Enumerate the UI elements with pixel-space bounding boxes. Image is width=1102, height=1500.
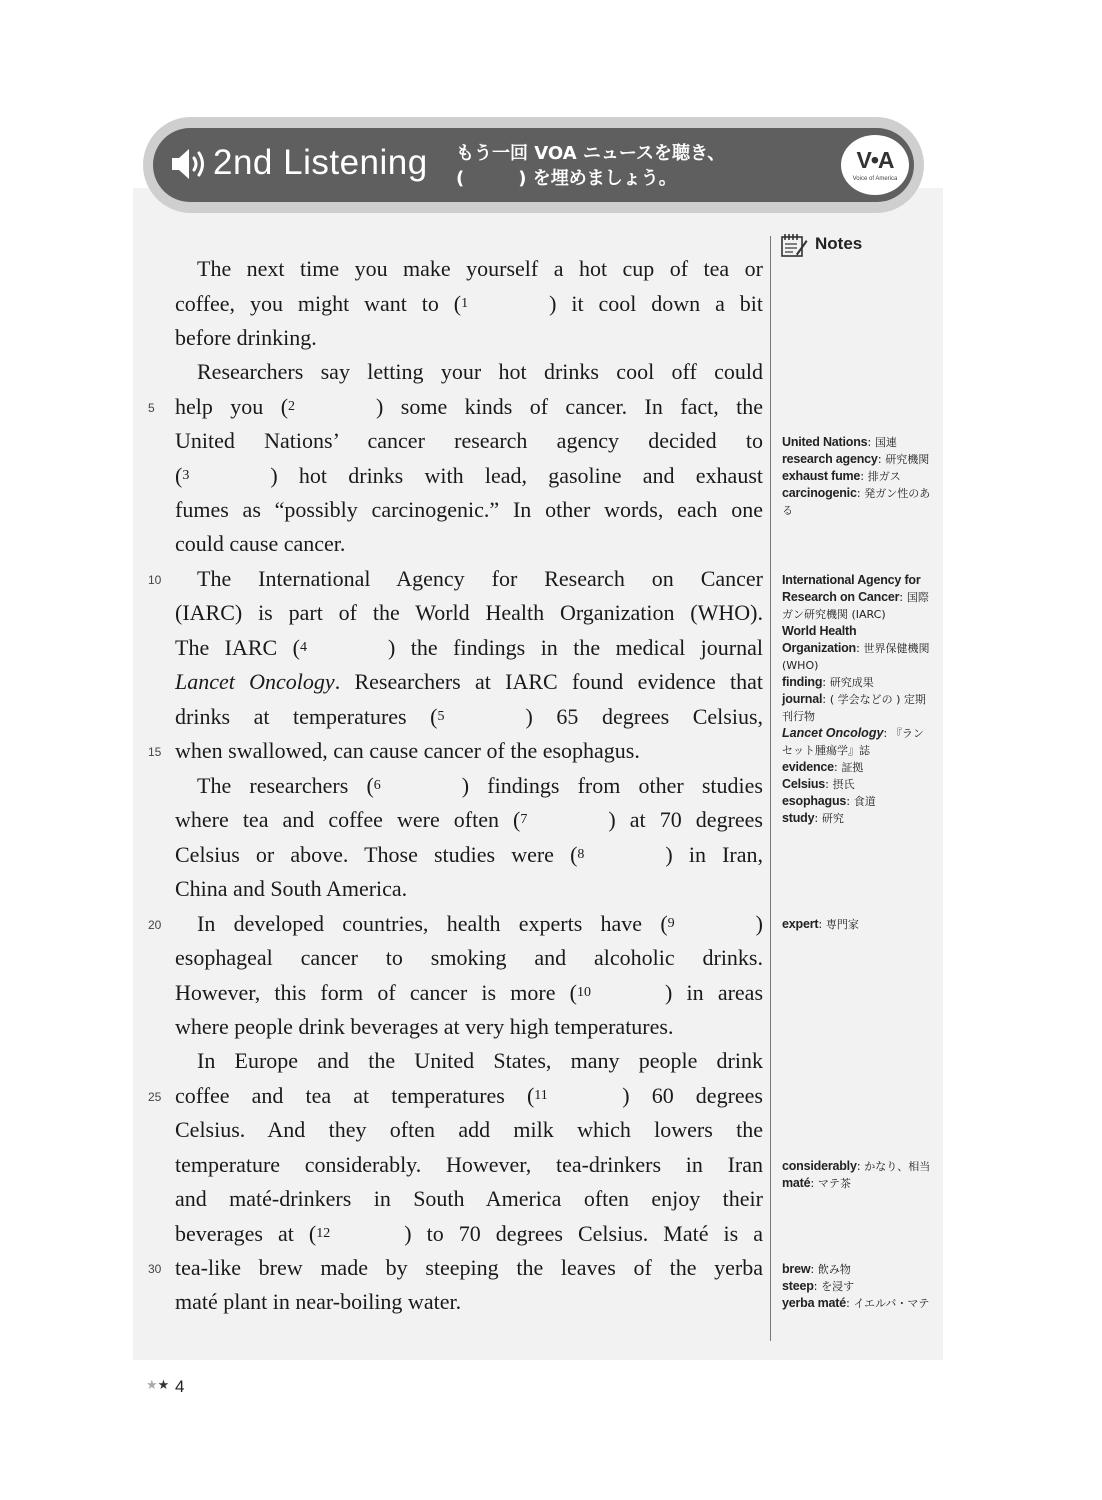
text-segment: The researchers ( bbox=[197, 773, 374, 798]
text-line bbox=[175, 597, 763, 629]
note-group bbox=[782, 572, 932, 827]
note-entry bbox=[782, 1261, 932, 1278]
note-entry bbox=[782, 434, 932, 451]
line-number: 25 bbox=[148, 1090, 162, 1104]
answer-blank bbox=[288, 391, 376, 427]
line-number: 10 bbox=[148, 573, 162, 587]
note-gloss: かなり、相当 bbox=[864, 1160, 931, 1173]
note-separator: : bbox=[856, 486, 865, 500]
text-line bbox=[175, 528, 763, 560]
note-gloss: を浸す bbox=[821, 1280, 855, 1293]
text-line bbox=[175, 1183, 763, 1215]
note-group bbox=[782, 1158, 932, 1192]
blank-number: 7 bbox=[520, 812, 528, 827]
note-separator: : bbox=[814, 811, 822, 825]
note-term: evidence bbox=[782, 760, 834, 774]
line-number: 15 bbox=[148, 745, 162, 759]
text-line bbox=[175, 977, 763, 1009]
text-segment: coffee and tea at temperatures ( bbox=[175, 1083, 535, 1108]
answer-blank bbox=[438, 701, 526, 737]
journal-title: Lancet Oncology bbox=[175, 669, 335, 694]
note-term: yerba maté bbox=[782, 1296, 847, 1310]
note-separator: : bbox=[867, 435, 875, 449]
note-gloss: 発ガン性のある bbox=[782, 487, 931, 517]
note-term: expert bbox=[782, 917, 819, 931]
note-separator: : bbox=[899, 590, 907, 604]
text-segment: ) to 70 degrees Celsius. Maté is a bbox=[404, 1221, 763, 1246]
note-separator: : bbox=[883, 726, 891, 740]
note-gloss: 研究成果 bbox=[829, 676, 874, 689]
text-line bbox=[175, 1218, 763, 1250]
note-entry bbox=[782, 776, 932, 793]
voa-logo bbox=[841, 135, 909, 195]
note-term: United Nations bbox=[782, 435, 868, 449]
note-group bbox=[782, 916, 932, 933]
text-segment: ) it cool down a bit bbox=[549, 291, 763, 316]
text-segment: In Europe and the United States, many people drink bbox=[197, 1048, 763, 1073]
answer-blank bbox=[520, 804, 608, 840]
text-segment: drinks at temperatures ( bbox=[175, 704, 438, 729]
text-line bbox=[175, 839, 763, 871]
text-line bbox=[175, 391, 763, 423]
note-separator: : bbox=[833, 760, 842, 774]
note-entry bbox=[782, 691, 932, 725]
star-icon: ★ bbox=[146, 1378, 158, 1393]
blank-number: 8 bbox=[577, 847, 585, 862]
text-segment: . Researchers at IARC found evidence that bbox=[334, 669, 764, 694]
note-entry bbox=[782, 1175, 932, 1192]
answer-blank bbox=[461, 288, 549, 324]
text-line bbox=[197, 908, 763, 940]
answer-blank bbox=[668, 908, 756, 944]
note-gloss: イエルバ・マテ bbox=[853, 1297, 930, 1310]
note-separator: : bbox=[856, 1159, 865, 1173]
blank-number: 9 bbox=[667, 916, 675, 931]
answer-blank bbox=[300, 632, 388, 668]
answer-blank bbox=[577, 839, 665, 875]
text-line bbox=[175, 942, 763, 974]
text-segment: ) in areas bbox=[665, 980, 764, 1005]
text-segment: The next time you make yourself a hot cup of tea or bbox=[197, 256, 763, 281]
text-segment: The IARC ( bbox=[175, 635, 301, 660]
answer-blank bbox=[534, 1080, 622, 1116]
speaker-icon bbox=[170, 146, 210, 182]
blank-number: 10 bbox=[577, 985, 592, 1000]
text-segment: maté plant in near-boiling water. bbox=[175, 1289, 462, 1314]
text-line bbox=[175, 1080, 763, 1112]
note-term: Lancet Oncology bbox=[782, 726, 884, 740]
text-segment: However, this form of cancer is more ( bbox=[175, 980, 578, 1005]
voa-logo-text: V•A bbox=[856, 147, 894, 173]
note-term: study bbox=[782, 811, 815, 825]
note-term: World Health Organization bbox=[782, 624, 857, 655]
note-entry bbox=[782, 623, 932, 674]
text-segment: China and South America. bbox=[175, 876, 408, 901]
note-separator: : bbox=[860, 469, 868, 483]
text-segment: Researchers say letting your hot drinks cool off could bbox=[197, 359, 763, 384]
note-separator: : bbox=[877, 452, 886, 466]
note-term: International Agency for Research on Cancer bbox=[782, 573, 921, 604]
text-line bbox=[175, 460, 763, 492]
note-entry bbox=[782, 1295, 932, 1312]
blank-number: 5 bbox=[437, 709, 445, 724]
text-segment: before drinking. bbox=[175, 325, 317, 350]
note-separator: : bbox=[856, 641, 864, 655]
text-line bbox=[197, 1045, 763, 1077]
text-segment: The International Agency for Research on Cancer bbox=[197, 566, 763, 591]
text-segment: where tea and coffee were often ( bbox=[175, 807, 521, 832]
text-segment: ) findings from other studies bbox=[461, 773, 763, 798]
note-term: carcinogenic bbox=[782, 486, 857, 500]
instruction-line-1: もう一回 VOA ニュースを聴き、 bbox=[456, 143, 726, 164]
answer-blank bbox=[374, 770, 462, 806]
note-term: journal bbox=[782, 692, 823, 706]
note-entry bbox=[782, 485, 932, 519]
text-line bbox=[175, 288, 763, 320]
note-gloss: マテ茶 bbox=[817, 1177, 851, 1190]
note-gloss: 世界保健機関 (WHO) bbox=[782, 642, 930, 672]
text-segment: coffee, you might want to ( bbox=[175, 291, 462, 316]
note-separator: : bbox=[822, 675, 830, 689]
note-entry bbox=[782, 810, 932, 827]
text-segment: when swallowed, can cause cancer of the esophagus. bbox=[175, 738, 640, 763]
note-separator: : bbox=[818, 917, 826, 931]
note-entry bbox=[782, 1278, 932, 1295]
text-segment: In developed countries, health experts have ( bbox=[197, 911, 668, 936]
note-entry bbox=[782, 572, 932, 623]
note-gloss: 研究機関 bbox=[885, 453, 930, 466]
text-line bbox=[175, 1286, 763, 1318]
text-segment: ) hot drinks with lead, gasoline and exhaust bbox=[270, 463, 763, 488]
page-number: 4 bbox=[175, 1377, 185, 1396]
text-segment: tea-like brew made by steeping the leaves of the yerba bbox=[175, 1255, 763, 1280]
text-segment: ) 60 degrees bbox=[622, 1083, 763, 1108]
text-line bbox=[175, 322, 763, 354]
note-separator: : bbox=[810, 1262, 818, 1276]
answer-blank bbox=[577, 977, 665, 1013]
notepad-icon bbox=[780, 232, 808, 258]
text-segment: ) bbox=[755, 911, 763, 936]
note-group bbox=[782, 1261, 932, 1312]
text-line bbox=[175, 804, 763, 836]
note-gloss: ( 学会などの ) 定期刊行物 bbox=[782, 693, 926, 723]
note-gloss: 研究 bbox=[821, 812, 844, 825]
note-separator: : bbox=[825, 777, 833, 791]
text-line bbox=[197, 563, 763, 595]
text-segment: (IARC) is part of the World Health Organization (WHO). bbox=[175, 600, 763, 625]
note-entry bbox=[782, 759, 932, 776]
text-segment: ) 65 degrees Celsius, bbox=[525, 704, 764, 729]
note-entry bbox=[782, 674, 932, 691]
answer-blank bbox=[182, 460, 270, 496]
text-line bbox=[175, 425, 763, 457]
note-separator: : bbox=[810, 1176, 818, 1190]
note-term: Celsius bbox=[782, 777, 826, 791]
text-line bbox=[175, 632, 763, 664]
text-segment: United Nations’ cancer research agency decided to bbox=[175, 428, 763, 453]
text-segment: ) some kinds of cancer. In fact, the bbox=[376, 394, 764, 419]
text-line bbox=[175, 735, 763, 767]
note-entry bbox=[782, 468, 932, 485]
text-segment: where people drink beverages at very high temperatures. bbox=[175, 1014, 674, 1039]
section-instruction bbox=[456, 141, 725, 191]
note-gloss: 摂氏 bbox=[832, 778, 855, 791]
text-line bbox=[175, 873, 763, 905]
line-number: 5 bbox=[148, 401, 155, 415]
note-term: steep bbox=[782, 1279, 814, 1293]
note-separator: : bbox=[846, 1296, 854, 1310]
note-entry bbox=[782, 793, 932, 810]
notes-heading: Notes bbox=[815, 234, 863, 253]
text-segment: fumes as “possibly carcinogenic.” In other words, each one bbox=[175, 497, 763, 522]
text-line bbox=[175, 666, 763, 698]
section-title: 2nd Listening bbox=[213, 143, 428, 182]
text-segment: could cause cancer. bbox=[175, 531, 346, 556]
note-gloss: 『ランセット腫瘍学』誌 bbox=[782, 727, 924, 757]
note-separator: : bbox=[846, 794, 854, 808]
note-gloss: 国連 bbox=[874, 436, 897, 449]
text-line bbox=[175, 701, 763, 733]
text-line bbox=[175, 1114, 763, 1146]
text-line bbox=[197, 253, 763, 285]
note-gloss: 食道 bbox=[853, 795, 876, 808]
note-gloss: 専門家 bbox=[825, 918, 859, 931]
blank-number: 6 bbox=[373, 778, 381, 793]
blank-number: 4 bbox=[300, 640, 308, 655]
note-term: brew bbox=[782, 1262, 811, 1276]
text-segment: Celsius. And they often add milk which lowers the bbox=[175, 1117, 763, 1142]
note-separator: : bbox=[813, 1279, 822, 1293]
note-entry bbox=[782, 1158, 932, 1175]
blank-number: 3 bbox=[182, 468, 190, 483]
text-segment: ( bbox=[175, 463, 183, 488]
note-term: maté bbox=[782, 1176, 811, 1190]
blank-number: 12 bbox=[316, 1226, 331, 1241]
note-term: esophagus bbox=[782, 794, 847, 808]
note-gloss: 国際ガン研究機関 (IARC) bbox=[782, 591, 929, 621]
text-line bbox=[175, 1252, 763, 1284]
text-segment: temperature considerably. However, tea-drinkers in Iran bbox=[175, 1152, 763, 1177]
text-segment: Celsius or above. Those studies were ( bbox=[175, 842, 578, 867]
text-line bbox=[175, 494, 763, 526]
line-number: 30 bbox=[148, 1262, 162, 1276]
note-term: exhaust fume bbox=[782, 469, 861, 483]
text-segment: ) in Iran, bbox=[665, 842, 763, 867]
text-line bbox=[197, 770, 763, 802]
blank-number: 11 bbox=[534, 1088, 548, 1103]
note-entry bbox=[782, 916, 932, 933]
text-line bbox=[175, 1011, 763, 1043]
text-segment: ) the findings in the medical journal bbox=[388, 635, 763, 660]
line-number: 20 bbox=[148, 918, 162, 932]
difficulty-stars bbox=[146, 1378, 169, 1393]
note-entry bbox=[782, 725, 932, 759]
note-term: considerably bbox=[782, 1159, 857, 1173]
answer-blank bbox=[316, 1218, 404, 1254]
star-icon: ★ bbox=[157, 1378, 170, 1393]
text-line bbox=[175, 1149, 763, 1181]
voa-logo-subtext: Voice of America bbox=[852, 176, 898, 182]
text-segment: esophageal cancer to smoking and alcoholic drinks. bbox=[175, 945, 763, 970]
blank-number: 1 bbox=[461, 296, 469, 311]
note-group bbox=[782, 434, 932, 519]
note-term: finding bbox=[782, 675, 823, 689]
text-segment: ) at 70 degrees bbox=[608, 807, 763, 832]
text-segment: beverages at ( bbox=[175, 1221, 317, 1246]
text-segment: and maté-drinkers in South America often enjoy their bbox=[175, 1186, 763, 1211]
text-segment: help you ( bbox=[175, 394, 289, 419]
notes-divider bbox=[770, 236, 771, 1341]
note-gloss: 排ガス bbox=[867, 470, 901, 483]
note-gloss: 証拠 bbox=[841, 761, 864, 774]
note-gloss: 飲み物 bbox=[817, 1263, 851, 1276]
note-term: research agency bbox=[782, 452, 878, 466]
instruction-line-2: ( ) を埋めましょう。 bbox=[456, 168, 677, 189]
blank-number: 2 bbox=[288, 399, 296, 414]
text-line bbox=[197, 356, 763, 388]
note-separator: : bbox=[822, 692, 830, 706]
note-entry bbox=[782, 451, 932, 468]
